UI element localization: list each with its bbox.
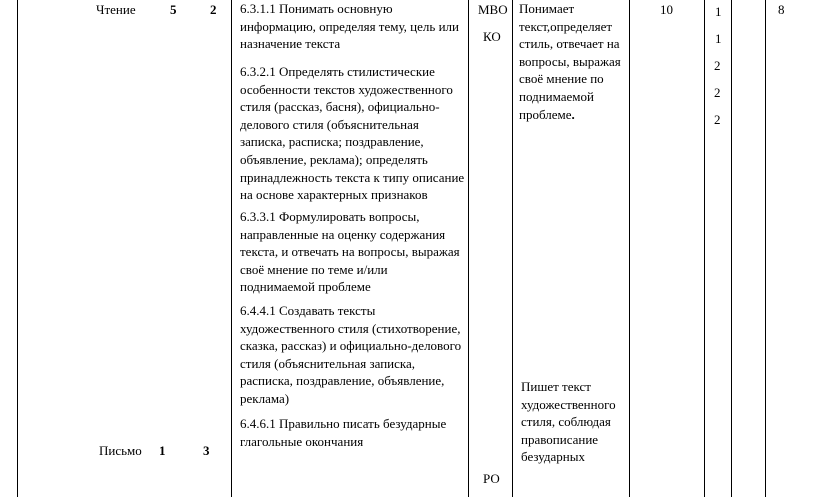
criteria-writing: Пишет текст художественного стиля, соблюдая правописание безударных [521,379,616,465]
objective-6-3-3-1: 6.3.3.1 Формулировать вопросы, направленные на оценку содержания текста, и отвечать на вопросы, выражая своё мнение по теме и/или поднимаемой проблеме [240,209,460,295]
objective-6-3-2-1: 6.3.2.1 Определять стилистические особенности текстов художественного стиля (рассказ, басня), официально- делового стиля (объяснительная записка, расписка; поздравление, объявление, реклама); определять принадлежность текста к типу описание на основе характерных признаков [240,64,465,203]
objective-6-4-4-1: 6.4.4.1 Создавать тексты художественного стиля (стихотворение, сказка, рассказ) и официально-делового стиля (объяснительная записка, расписка, поздравление, объявление, реклама) [240,303,462,406]
column-divider [765,0,766,497]
hours-writing: 1 [159,443,166,458]
column-divider [468,0,469,497]
number-reading: 2 [210,2,217,17]
number-writing: 3 [203,443,210,458]
table-border-left [17,0,18,497]
objective-6-4-6-1: 6.4.6.1 Правильно писать безударные глагольные окончания [240,416,447,449]
max-score: 8 [778,2,785,17]
objective-6-3-1-1: 6.3.1.1 Понимать основную информацию, определяя тему, цель или назначение текста [240,1,459,52]
column-divider [629,0,630,497]
form-ro: РО [483,471,500,486]
form-ko: КО [483,29,501,44]
point-3: 2 [714,58,721,73]
point-2: 1 [715,31,722,46]
section-writing: Письмо [99,443,142,458]
total-score: 10 [660,2,673,17]
criteria-reading: Понимает текст,определяет стиль, отвечает на вопросы, выражая своё мнение по поднимаемой проблеме. [519,1,621,122]
point-5: 2 [714,112,721,127]
point-1: 1 [715,4,722,19]
section-reading: Чтение [96,2,136,17]
point-4: 2 [714,85,721,100]
hours-reading: 5 [170,2,177,17]
column-divider [731,0,732,497]
column-divider [231,0,232,497]
column-divider [704,0,705,497]
column-divider [512,0,513,497]
form-mvo: МВО [478,2,508,17]
